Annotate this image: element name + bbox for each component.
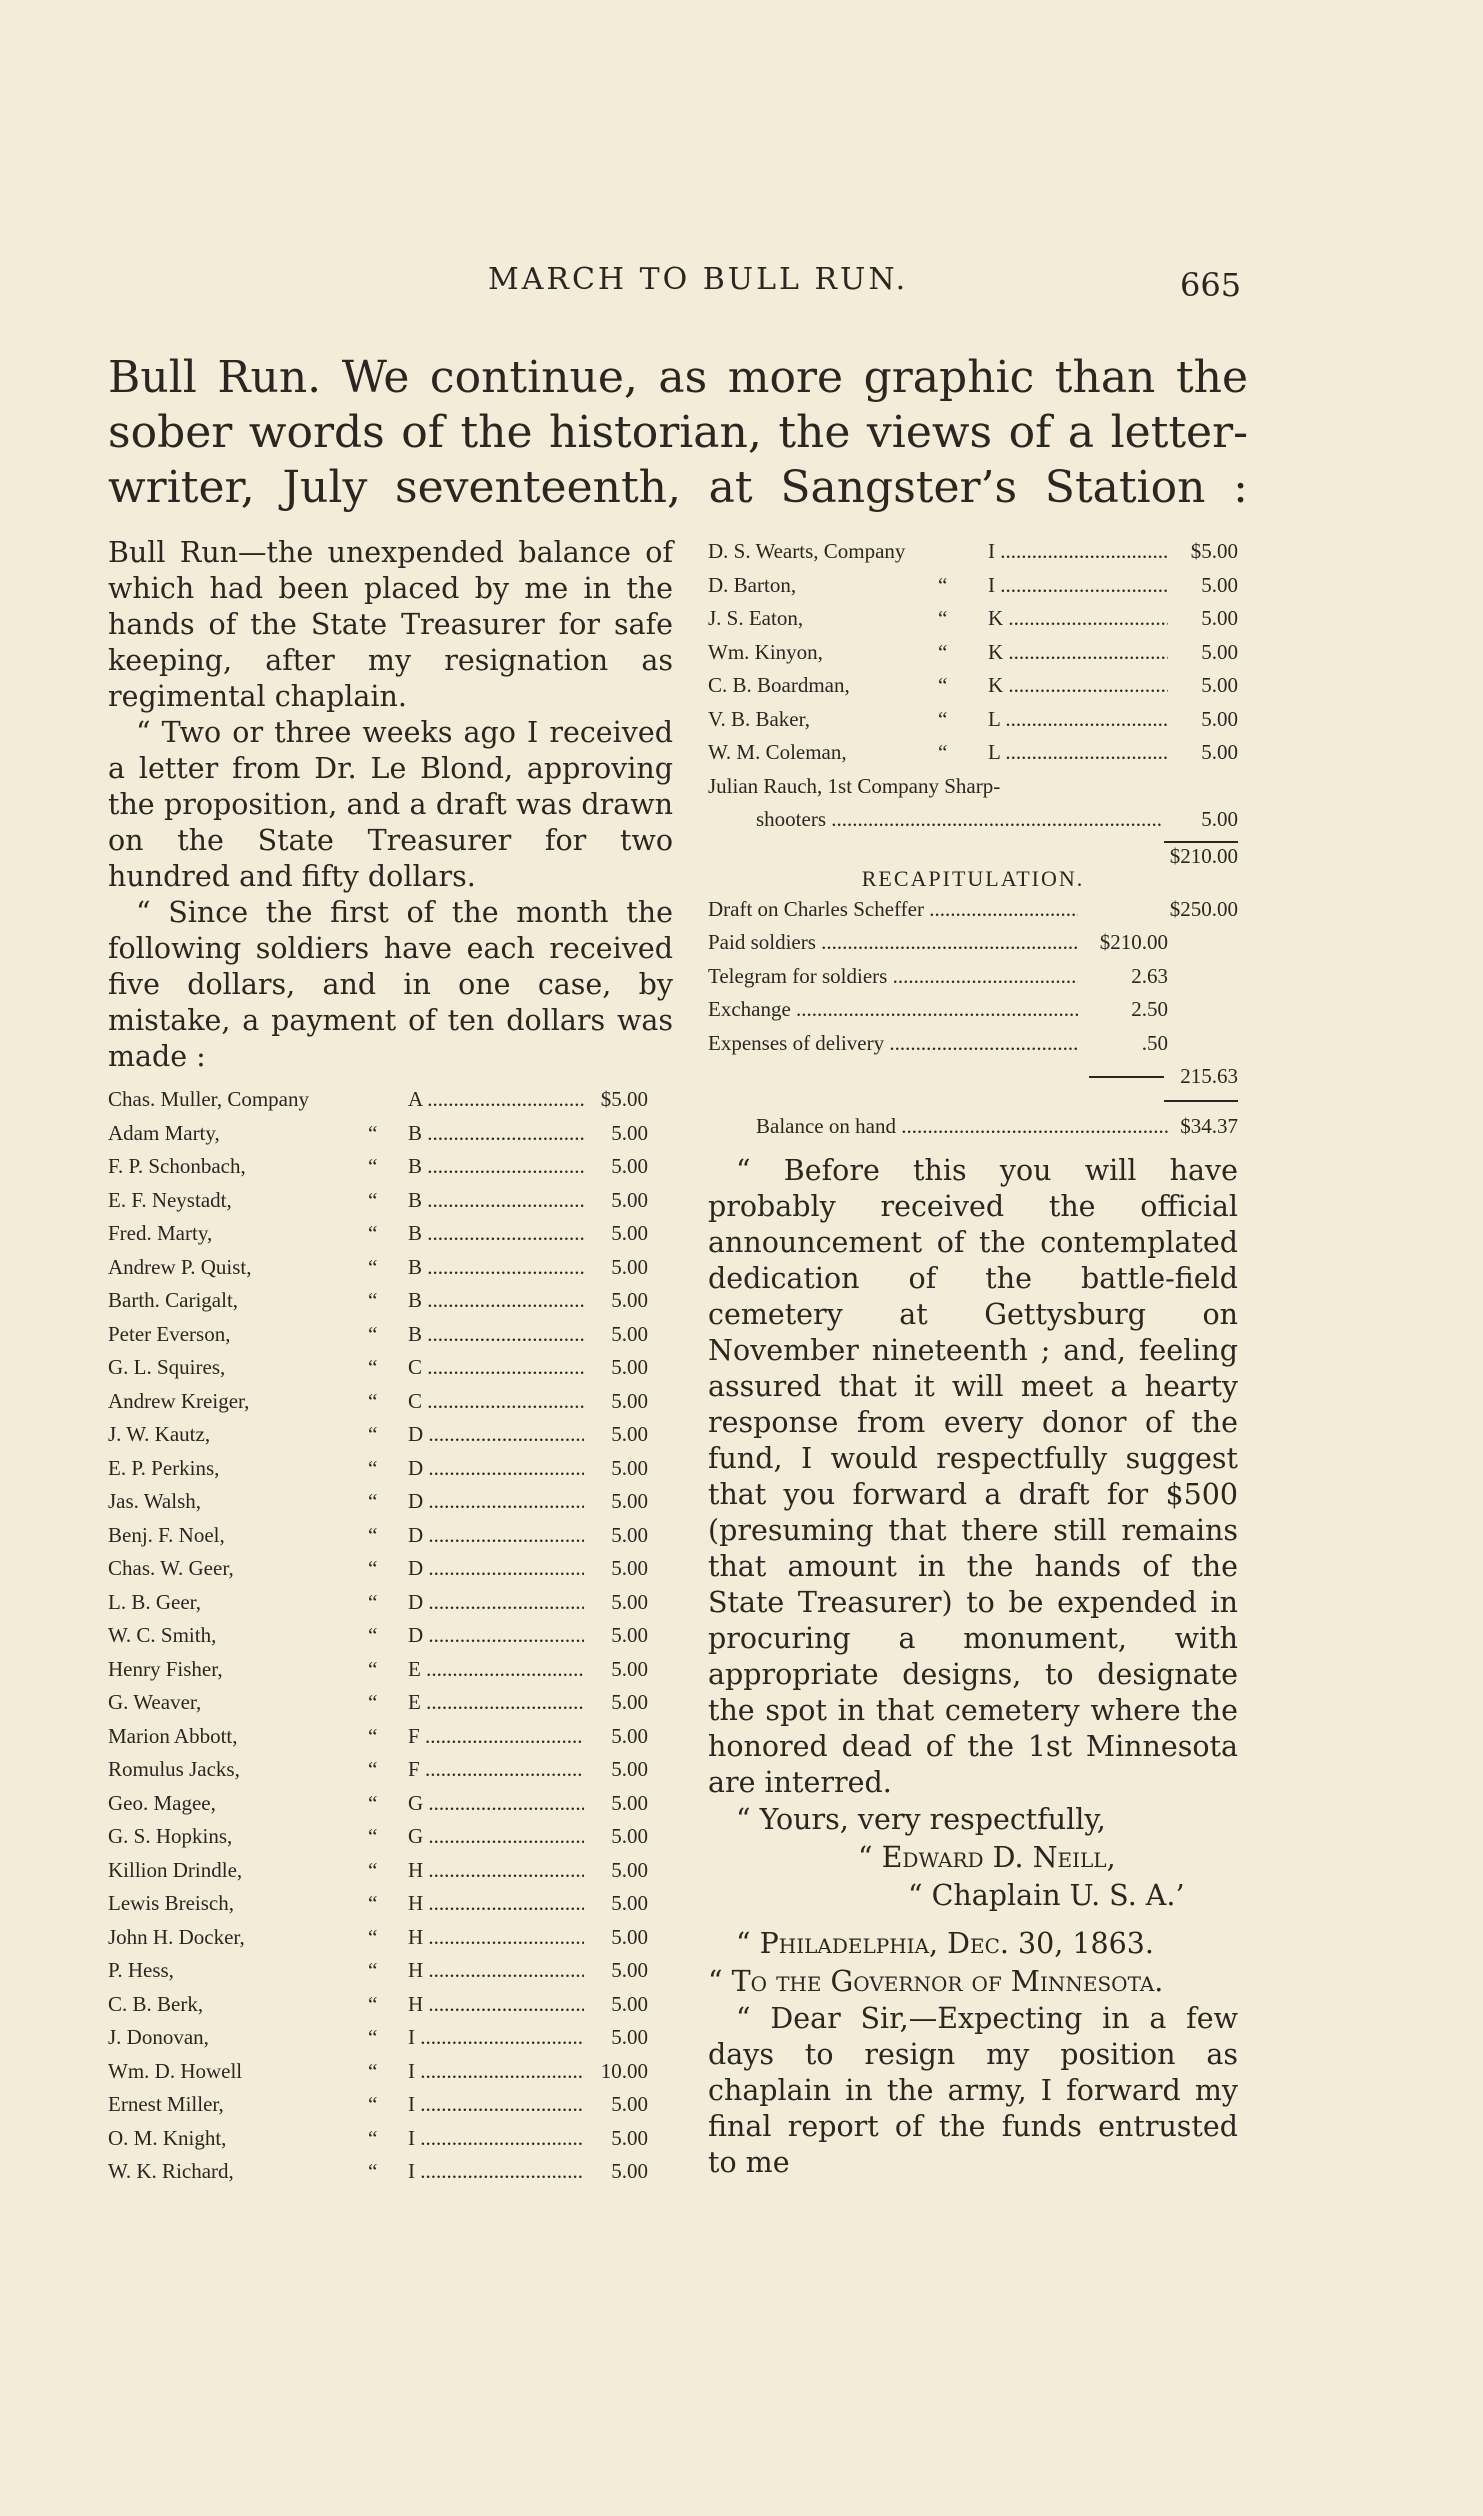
company-letter: I ..... (988, 569, 1168, 603)
company-letter: D ..... (408, 1519, 584, 1553)
intro-paragraph (108, 350, 1248, 515)
ditto-mark (368, 1083, 408, 1117)
ledger-total: $210.00 (1169, 843, 1238, 868)
company-letter: B ..... (408, 1217, 584, 1251)
company-letter: H ..... (408, 1854, 584, 1888)
ditto-mark: “ (368, 2125, 378, 2150)
soldier-name: Chas. W. Geer, (108, 1556, 234, 1580)
ledger-row (108, 1485, 648, 1519)
ledger-row (108, 1988, 648, 2022)
signature-name: “ Edward D. Neill, (858, 1840, 1116, 1874)
company-letter: F ..... (408, 1720, 584, 1754)
payment-amount: 5.00 (611, 1589, 648, 1614)
company-letter: B ..... (408, 1184, 584, 1218)
soldier-name: Andrew P. Quist, (108, 1254, 252, 1279)
payment-amount: 5.00 (611, 1455, 648, 1480)
soldier-name: E. F. Neystadt, (108, 1187, 232, 1212)
ledger-row (108, 2122, 648, 2156)
ledger-row (108, 1519, 648, 1553)
soldier-name: Romulus Jacks, (108, 1757, 240, 1781)
left-column (108, 535, 673, 2189)
sharpshooter-amount: 5.00 (1201, 807, 1238, 831)
soldier-name: W. M. Coleman, (708, 740, 847, 764)
payment-amount: $5.00 (600, 1087, 648, 1111)
recap-item-row (708, 960, 1238, 994)
company-letter: D ..... (408, 1586, 584, 1620)
recap-subtotal: 215.63 (1180, 1064, 1238, 1088)
ditto-mark: “ (368, 1254, 378, 1279)
recapitulation (708, 893, 1238, 1143)
ledger-row (708, 669, 1238, 703)
company-letter: D ..... (408, 1552, 584, 1586)
ditto-mark: “ (368, 2092, 378, 2116)
recap-subtotal-row (708, 1060, 1238, 1094)
soldier-name: G. S. Hopkins, (108, 1824, 233, 1848)
paragraph-letter-received: “ Two or three weeks ago I received a letter from Dr. Le Blond, approving the proposition, and a draft was drawn on the State Treasurer for two hundred and fifty dollars. (108, 716, 673, 893)
ledger-row (108, 1184, 648, 1218)
payment-amount: 5.00 (1201, 572, 1238, 597)
recap-item-row (708, 926, 1238, 960)
company-letter: K ..... (988, 669, 1168, 703)
soldier-name: Andrew Kreiger, (108, 1388, 250, 1413)
payment-amount: 5.00 (611, 1623, 648, 1647)
company-letter: K ..... (988, 602, 1168, 636)
company-letter: B ..... (408, 1150, 584, 1184)
recap-item-row (708, 1027, 1238, 1061)
soldier-name: Wm. D. Howell (108, 2058, 243, 2083)
ditto-mark: “ (368, 1891, 378, 1915)
ditto-mark: “ (368, 1489, 378, 1513)
company-letter: B ..... (408, 1284, 584, 1318)
ledger-row (108, 1820, 648, 1854)
ditto-mark: “ (938, 606, 948, 630)
ditto-mark: “ (368, 2058, 378, 2083)
company-letter: D ..... (408, 1418, 584, 1452)
soldier-name: Wm. Kinyon, (708, 639, 823, 664)
payment-amount: 5.00 (611, 1556, 648, 1580)
company-letter: E ..... (408, 1653, 584, 1687)
balance-label: Balance on hand ..... (756, 1110, 1168, 1143)
ditto-mark: “ (368, 1589, 378, 1614)
payment-amount: 5.00 (611, 1422, 648, 1446)
ledger-row (108, 1251, 648, 1285)
recap-item-label: Paid soldiers ..... (708, 926, 1078, 960)
company-letter: C ..... (408, 1385, 584, 1419)
soldier-name: W. C. Smith, (108, 1623, 217, 1647)
ditto-mark: “ (368, 1623, 378, 1647)
ledger-row (708, 703, 1238, 737)
company-letter: I ..... (988, 535, 1168, 569)
subtotal-dash (1089, 1076, 1164, 1094)
ledger-row (108, 1787, 648, 1821)
ditto-mark: “ (368, 1991, 378, 2016)
ledger-row (108, 2055, 648, 2089)
ledger-row (108, 1887, 648, 1921)
ledger-row (108, 1418, 648, 1452)
payment-amount: 5.00 (1201, 706, 1238, 731)
paragraph-payments: “ Since the first of the month the following soldiers have each received five dollars, and in one case, by mistake, a payment of ten dollars was made : (108, 896, 673, 1073)
recap-item-amount: $210.00 (1099, 930, 1168, 954)
ditto-mark: “ (368, 1790, 378, 1815)
ledger-row (108, 1753, 648, 1787)
soldier-name: J. S. Eaton, (708, 606, 804, 630)
ditto-mark: “ (938, 639, 948, 664)
running-title: MARCH TO BULL RUN. (488, 262, 909, 297)
payment-amount: 5.00 (611, 1489, 648, 1513)
ditto-mark: “ (938, 740, 948, 764)
company-letter: D ..... (408, 1452, 584, 1486)
ledger-row (108, 1720, 648, 1754)
recap-items (708, 926, 1238, 1060)
soldier-name: P. Hess, (108, 1958, 174, 1982)
ditto-mark: “ (368, 1455, 378, 1480)
company-letter: E ..... (408, 1686, 584, 1720)
payment-amount: 5.00 (611, 2125, 648, 2150)
soldier-name: G. L. Squires, (108, 1355, 226, 1379)
soldier-name: J. Donovan, (108, 2025, 209, 2049)
company-letter: I ..... (408, 2021, 584, 2055)
ledger-row (108, 1619, 648, 1653)
recap-item-label: Expenses of delivery ..... (708, 1027, 1078, 1061)
soldier-name: Fred. Marty, (108, 1221, 213, 1245)
payment-amount: 5.00 (611, 1824, 648, 1848)
ledger-row (108, 1284, 648, 1318)
payment-amount: 5.00 (611, 1958, 648, 1982)
ditto-mark: “ (368, 1556, 378, 1580)
company-letter: D ..... (408, 1485, 584, 1519)
running-header (0, 262, 1483, 312)
payment-amount: 5.00 (611, 1254, 648, 1279)
ledger-row (108, 1552, 648, 1586)
ledger-row (108, 1351, 648, 1385)
payment-amount: 5.00 (611, 1891, 648, 1915)
payment-amount: 5.00 (1201, 740, 1238, 764)
ditto-mark: “ (368, 1857, 378, 1882)
ledger-row (108, 1318, 648, 1352)
ditto-mark: “ (368, 1221, 378, 1245)
soldier-name: G. Weaver, (108, 1690, 202, 1714)
payment-amount: 5.00 (611, 1522, 648, 1547)
payment-amount: 5.00 (611, 1120, 648, 1145)
payment-amount: 5.00 (611, 1690, 648, 1714)
payment-amount: 5.00 (611, 1757, 648, 1781)
payment-amount: 10.00 (600, 2058, 648, 2083)
payment-amount: 5.00 (611, 1656, 648, 1681)
ditto-mark: “ (368, 2159, 378, 2183)
soldier-name: John H. Docker, (108, 1924, 245, 1949)
ledger-row (108, 1117, 648, 1151)
soldier-name: O. M. Knight, (108, 2125, 227, 2150)
recap-item-label: Telegram for soldiers ..... (708, 960, 1078, 994)
balance-amount: $34.37 (1180, 1113, 1238, 1138)
soldier-name: W. K. Richard, (108, 2159, 234, 2183)
signature-closing: “ Yours, very respectfully, (736, 1802, 1106, 1836)
ledger-row (108, 1385, 648, 1419)
payment-amount: 5.00 (611, 1924, 648, 1949)
ditto-mark: “ (368, 1723, 378, 1748)
ledger-row (108, 1921, 648, 1955)
soldier-name: Lewis Breisch, (108, 1891, 234, 1915)
ditto-mark: “ (368, 1355, 378, 1379)
payment-amount: 5.00 (611, 2159, 648, 2183)
soldier-name: Barth. Carigalt, (108, 1288, 239, 1312)
payment-amount: 5.00 (611, 1154, 648, 1178)
sharpshooter-name: Julian Rauch, 1st Company Sharp- (708, 773, 1001, 798)
ditto-mark: “ (368, 1824, 378, 1848)
payment-amount: 5.00 (611, 1991, 648, 2016)
recap-draft-label: Draft on Charles Scheffer ..... (708, 893, 1078, 927)
payment-amount: 5.00 (611, 1790, 648, 1815)
ditto-mark: “ (938, 706, 948, 731)
soldier-name: D. Barton, (708, 572, 797, 597)
ditto-mark: “ (938, 673, 948, 697)
ledger-row (708, 602, 1238, 636)
sharpshooter-label: shooters ..... (756, 803, 1168, 837)
soldier-name: J. W. Kautz, (108, 1422, 211, 1446)
ditto-mark: “ (368, 1288, 378, 1312)
company-letter: C ..... (408, 1351, 584, 1385)
ledger-row (708, 535, 1238, 569)
ditto-mark (938, 535, 988, 569)
recap-draft-row (708, 893, 1238, 927)
recap-item-label: Exchange ..... (708, 993, 1078, 1027)
ledger-row (108, 1653, 648, 1687)
ledger-row (108, 1586, 648, 1620)
paragraph-gettysburg: “ Before this you will have probably received the official announcement of the contemplated dedication of the battle-field cemetery at Gettysburg on November nineteenth ; and, feeling assured that it will meet a hearty response from every donor of the fund, I would respectfully suggest that you forward a draft for $500 (presuming that there still remains that amount in the hands of the State Treasurer) to be expended in procuring a monument, with appropriate designs, to designate the spot in that cemetery where the honored dead of the 1st Minnesota are interred. (708, 1153, 1238, 1799)
soldier-name: C. B. Berk, (108, 1991, 204, 2016)
ditto-mark: “ (938, 572, 948, 597)
payment-amount: 5.00 (611, 1321, 648, 1346)
ledger-row (108, 1686, 648, 1720)
right-column (708, 535, 1238, 2181)
payment-amount: 5.00 (1201, 606, 1238, 630)
payment-amount: 5.00 (611, 1221, 648, 1245)
payment-amount: 5.00 (611, 2025, 648, 2049)
soldier-name: Peter Everson, (108, 1321, 231, 1346)
letter-recipient: “ To the Governor of Minnesota. (708, 1964, 1164, 1998)
payment-amount: 5.00 (611, 1187, 648, 1212)
payment-amount: 5.00 (1201, 639, 1238, 664)
soldier-name: V. B. Baker, (708, 706, 811, 731)
company-letter: G ..... (408, 1820, 584, 1854)
ledger-row (108, 2021, 648, 2055)
letter-body: “ Dear Sir,—Expecting in a few days to resign my position as chaplain in the army, I forward my final report of the funds entrusted to me (708, 2001, 1238, 2179)
soldier-name: Adam Marty, (108, 1120, 220, 1145)
page-number: 665 (1180, 266, 1242, 304)
payment-amount: 5.00 (1201, 673, 1238, 697)
soldier-name: Chas. Muller, Company (108, 1087, 309, 1111)
soldier-payment-list-continued (708, 535, 1238, 770)
company-letter: L ..... (988, 703, 1168, 737)
ditto-mark: “ (368, 1187, 378, 1212)
letter-place-date: “ Philadelphia, Dec. 30, 1863. (736, 1926, 1154, 1960)
ditto-mark: “ (368, 1656, 378, 1681)
recap-item-amount: 2.63 (1131, 963, 1168, 988)
intro-text: Bull Run. We continue, as more graphic than the sober words of the historian, the views of a letter-writer, July seventeenth, at Sangster’s Station : (108, 352, 1248, 513)
recap-item-row (708, 993, 1238, 1027)
recap-item-amount: 2.50 (1131, 997, 1168, 1021)
recap-draft-amount: $250.00 (1169, 896, 1238, 921)
soldier-name: F. P. Schonbach, (108, 1154, 246, 1178)
soldier-name: Henry Fisher, (108, 1656, 223, 1681)
ledger-row (108, 2088, 648, 2122)
payment-amount: 5.00 (611, 1388, 648, 1413)
payment-amount: 5.00 (611, 1355, 648, 1379)
signature-block (708, 1801, 1238, 1915)
sharpshooter-entry (708, 770, 1238, 837)
signature-title: “ Chaplain U. S. A.’ (908, 1878, 1185, 1912)
company-letter: L ..... (988, 736, 1168, 770)
ditto-mark: “ (368, 1690, 378, 1714)
soldier-name: Ernest Miller, (108, 2092, 224, 2116)
soldier-name: Jas. Walsh, (108, 1489, 202, 1513)
ditto-mark: “ (368, 1522, 378, 1547)
ditto-mark: “ (368, 1422, 378, 1446)
ledger-row (108, 1150, 648, 1184)
ledger-row (108, 1954, 648, 1988)
soldier-name: Killion Drindle, (108, 1857, 243, 1882)
ditto-mark: “ (368, 1120, 378, 1145)
soldier-name: E. P. Perkins, (108, 1455, 220, 1480)
ledger-row (108, 1854, 648, 1888)
ditto-mark: “ (368, 1321, 378, 1346)
recap-title: RECAPITULATION. (861, 865, 1085, 891)
soldier-payment-list (108, 1083, 648, 2189)
payment-amount: 5.00 (611, 1288, 648, 1312)
recap-item-amount: .50 (1141, 1030, 1168, 1055)
ditto-mark: “ (368, 1154, 378, 1178)
ledger-row (108, 2155, 648, 2189)
company-letter: A ..... (408, 1083, 584, 1117)
company-letter: B ..... (408, 1251, 584, 1285)
company-letter: B ..... (408, 1318, 584, 1352)
company-letter: H ..... (408, 1887, 584, 1921)
ledger-row (108, 1452, 648, 1486)
ditto-mark: “ (368, 1388, 378, 1413)
soldier-name: L. B. Geer, (108, 1589, 202, 1614)
payment-amount: 5.00 (611, 2092, 648, 2116)
soldier-name: Geo. Magee, (108, 1790, 216, 1815)
company-letter: F ..... (408, 1753, 584, 1787)
payment-amount: $5.00 (1190, 539, 1238, 563)
company-letter: I ..... (408, 2122, 584, 2156)
company-letter: B ..... (408, 1117, 584, 1151)
company-letter: H ..... (408, 1921, 584, 1955)
ledger-row (108, 1083, 648, 1117)
ledger-row (708, 636, 1238, 670)
ditto-mark: “ (368, 1757, 378, 1781)
company-letter: I ..... (408, 2055, 584, 2089)
soldier-name: Marion Abbott, (108, 1723, 238, 1748)
ledger-row (708, 736, 1238, 770)
company-letter: I ..... (408, 2155, 584, 2189)
company-letter: H ..... (408, 1954, 584, 1988)
company-letter: D ..... (408, 1619, 584, 1653)
company-letter: H ..... (408, 1988, 584, 2022)
company-letter: I ..... (408, 2088, 584, 2122)
soldier-name: C. B. Boardman, (708, 673, 850, 697)
ditto-mark: “ (368, 1924, 378, 1949)
ditto-mark: “ (368, 2025, 378, 2049)
company-letter: K ..... (988, 636, 1168, 670)
soldier-name: Benj. F. Noel, (108, 1522, 225, 1547)
ledger-row (108, 1217, 648, 1251)
payment-amount: 5.00 (611, 1723, 648, 1748)
balance-rule (1164, 1100, 1238, 1102)
payment-amount: 5.00 (611, 1857, 648, 1882)
ditto-mark: “ (368, 1958, 378, 1982)
letter-block (708, 1925, 1238, 2181)
ledger-row (708, 569, 1238, 603)
balance-row (708, 1110, 1238, 1143)
soldier-name: D. S. Wearts, Company (708, 539, 906, 563)
paragraph-balance: Bull Run—the unexpended balance of which had been placed by me in the hands of the State Treasurer for safe keeping, after my resignation as regimental chaplain. (108, 536, 673, 713)
company-letter: G ..... (408, 1787, 584, 1821)
